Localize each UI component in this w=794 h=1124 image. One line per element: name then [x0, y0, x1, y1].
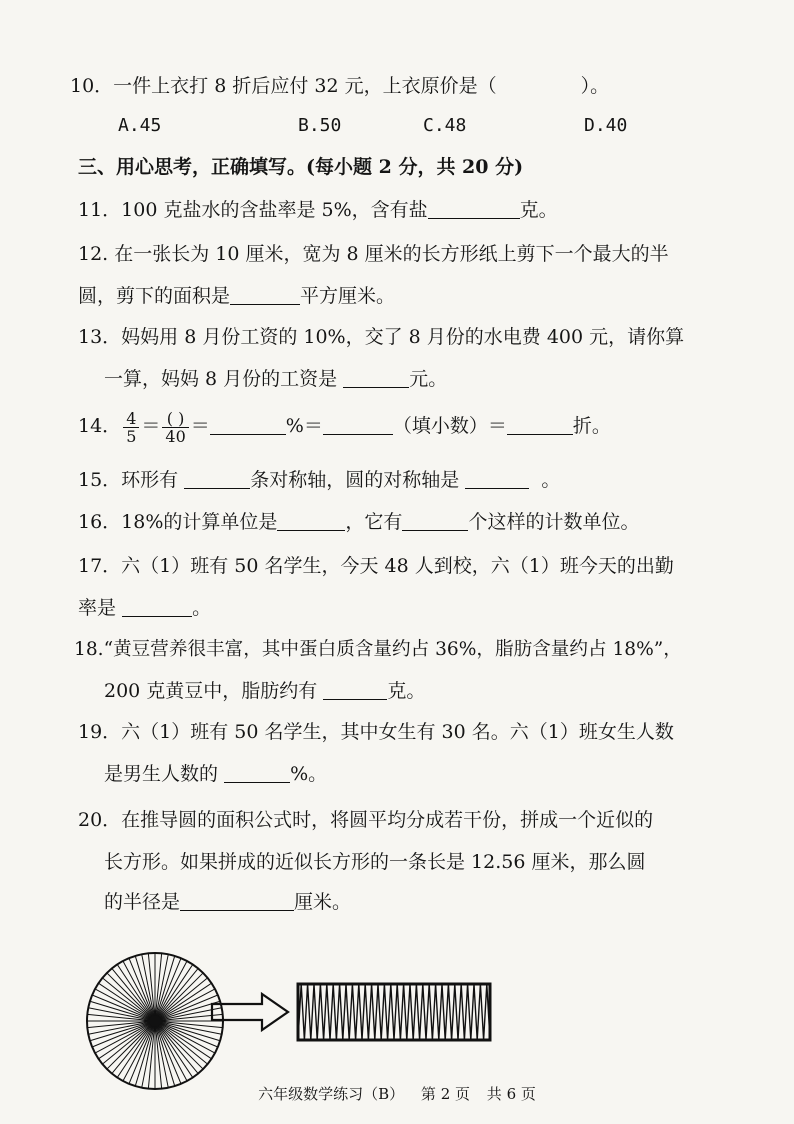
question-10: 10．一件上衣打 8 折后应付 32 元，上衣原价是（ ）。: [70, 75, 610, 97]
answer-blank[interactable]: [507, 414, 573, 435]
answer-blank[interactable]: [323, 679, 387, 700]
answer-blank[interactable]: [180, 890, 294, 911]
footer-page-number: 第 2 页: [420, 1085, 471, 1103]
question-18-line1: 18.“黄豆营养很丰富，其中蛋白质含量约占 36%，脂肪含量约占 18%”，: [74, 639, 682, 660]
q10-option-b[interactable]: B.50: [298, 115, 342, 136]
question-17-line2: 率是 。: [78, 597, 212, 619]
q10-option-a[interactable]: A.45: [118, 115, 162, 136]
arrow-icon: [210, 990, 290, 1034]
answer-blank[interactable]: [428, 198, 520, 219]
sector-line: [102, 978, 155, 1021]
question-14: 14． $\frac{4}{5}$ ＝ $\frac{( )}{40}$ ＝ %＝ （填小数）＝ 折。: [78, 408, 611, 446]
answer-blank[interactable]: [224, 762, 290, 783]
q10-option-c[interactable]: C.48: [423, 115, 467, 136]
answer-blank[interactable]: [465, 468, 529, 489]
question-20-line3: 的半径是 厘米。: [104, 891, 352, 913]
answer-blank[interactable]: [230, 284, 300, 305]
question-16: 16．18%的计算单位是 ，它有 个这样的计数单位。: [78, 511, 640, 533]
answer-blank[interactable]: [210, 414, 286, 435]
fraction-blank-40[interactable]: $\frac{( )}{40}$: [162, 410, 188, 445]
section-3-title: 三、用心思考，正确填写。(每小题 2 分，共 20 分): [78, 156, 524, 178]
question-13-line1: 13．妈妈用 8 月份工资的 10%，交了 8 月份的水电费 400 元，请你算: [78, 326, 685, 348]
question-17-line1: 17．六（1）班有 50 名学生，今天 48 人到校，六（1）班今天的出勤: [78, 555, 674, 577]
footer-title: 六年级数学练习（B）: [258, 1085, 405, 1103]
circle-center: [149, 1015, 161, 1027]
footer-total-pages: 共 6 页: [486, 1085, 536, 1103]
sector-line: [155, 968, 198, 1021]
question-19-line1: 19．六（1）班有 50 名学生，其中女生有 30 名。六（1）班女生人数: [78, 721, 674, 743]
circle-sectors-figure: [80, 946, 230, 1096]
answer-blank[interactable]: [122, 596, 192, 617]
question-12-line2: 圆，剪下的面积是 平方厘米。: [78, 285, 396, 307]
question-20-line1: 20．在推导圆的面积公式时，将圆平均分成若干份，拼成一个近似的: [78, 809, 654, 831]
page-footer: [0, 1083, 794, 1105]
question-11: 11．100 克盐水的含盐率是 5%，含有盐 克。: [78, 199, 558, 221]
sector-line: [155, 978, 208, 1021]
q10-option-d[interactable]: D.40: [584, 115, 628, 136]
question-13-line2: 一算，妈妈 8 月份的工资是 元。: [104, 368, 448, 390]
answer-blank[interactable]: [323, 414, 393, 435]
fraction-4-5: $\frac{4}{5}$: [123, 410, 139, 445]
question-20-line2: 长方形。如果拼成的近似长方形的一条长是 12.56 厘米，那么圆: [104, 851, 646, 873]
question-19-line2: 是男生人数的 %。: [104, 763, 328, 785]
answer-blank[interactable]: [184, 468, 250, 489]
sector-line: [112, 968, 155, 1021]
answer-blank[interactable]: [402, 510, 468, 531]
sector-line: [112, 1021, 155, 1074]
approximate-rectangle-figure: [294, 978, 494, 1048]
question-12-line1: 12. 在一张长为 10 厘米，宽为 8 厘米的长方形纸上剪下一个最大的半: [78, 243, 669, 265]
question-18-line2: 200 克黄豆中，脂肪约有 克。: [104, 680, 426, 702]
answer-blank[interactable]: [343, 367, 409, 388]
sector-line: [102, 1021, 155, 1064]
sector-line: [155, 1021, 198, 1074]
sector-line: [155, 1021, 208, 1064]
zigzag-sectors: [298, 984, 490, 1040]
question-15: 15．环形有 条对称轴，圆的对称轴是 。: [78, 469, 561, 491]
answer-blank[interactable]: [277, 510, 345, 531]
